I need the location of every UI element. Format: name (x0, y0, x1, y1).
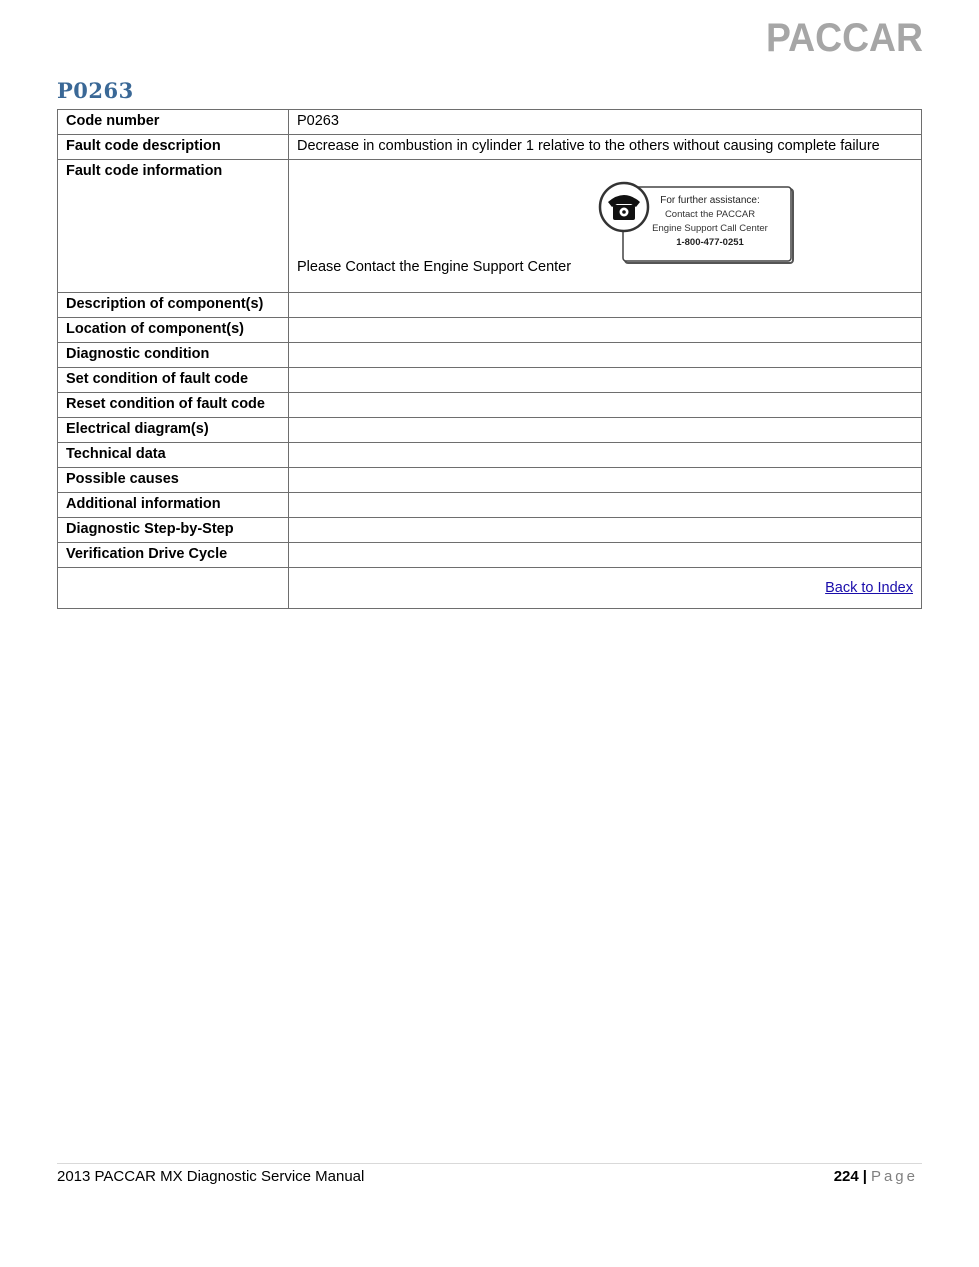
row-label (58, 568, 289, 609)
row-value (289, 393, 922, 418)
row-value (289, 543, 922, 568)
row-value (289, 418, 922, 443)
back-to-index-link[interactable]: Back to Index (825, 580, 913, 596)
support-line-2: Contact the PACCAR (664, 209, 756, 220)
back-link-cell (289, 568, 922, 609)
row-label: Additional information (58, 493, 289, 518)
table-row (58, 343, 922, 368)
row-label: Verification Drive Cycle (58, 543, 289, 568)
table-row (58, 443, 922, 468)
table-row (58, 518, 922, 543)
row-label: Set condition of fault code (58, 368, 289, 393)
paccar-logo (766, 18, 924, 56)
support-center-graphic (598, 180, 798, 266)
row-value (289, 468, 922, 493)
row-label: Fault code description (58, 135, 289, 160)
page-number: 224 (833, 1168, 859, 1185)
row-value (289, 343, 922, 368)
table-row (58, 393, 922, 418)
table-row (58, 293, 922, 318)
footer-page-info (834, 1168, 918, 1185)
row-label: Fault code information (58, 160, 289, 293)
fault-information-cell (289, 160, 922, 293)
row-label: Code number (58, 110, 289, 135)
row-label: Diagnostic Step-by-Step (58, 518, 289, 543)
row-value (289, 293, 922, 318)
row-value (289, 368, 922, 393)
row-label: Diagnostic condition (58, 343, 289, 368)
fault-information-value: Please Contact the Engine Support Center (297, 259, 572, 275)
row-label: Electrical diagram(s) (58, 418, 289, 443)
table-row (58, 368, 922, 393)
row-value (289, 443, 922, 468)
footer-manual-title: 2013 PACCAR MX Diagnostic Service Manual (57, 1168, 365, 1185)
row-value (289, 518, 922, 543)
support-line-1: For further assistance: (660, 195, 760, 206)
table-row (58, 110, 922, 135)
row-label: Description of component(s) (58, 293, 289, 318)
table-row (58, 318, 922, 343)
support-line-3: Engine Support Call Center (652, 223, 768, 234)
table-row (58, 135, 922, 160)
table-row (58, 418, 922, 443)
row-label: Reset condition of fault code (58, 393, 289, 418)
table-row (58, 543, 922, 568)
table-row (58, 160, 922, 293)
fault-description-value: Decrease in combustion in cylinder 1 relative to the others without causing complete failure (289, 135, 922, 160)
row-label: Possible causes (58, 468, 289, 493)
page-separator: | (862, 1168, 867, 1185)
row-label: Technical data (58, 443, 289, 468)
footer-divider (57, 1163, 922, 1164)
page-word: Page (870, 1168, 918, 1185)
fault-code-table (57, 109, 922, 609)
table-row (58, 468, 922, 493)
page-title: P0263 (57, 78, 134, 103)
logo-text: PACCAR (766, 18, 924, 56)
row-value (289, 318, 922, 343)
code-number-value: P0263 (289, 110, 922, 135)
table-row (58, 568, 922, 609)
row-label: Location of component(s) (58, 318, 289, 343)
table-row (58, 493, 922, 518)
support-phone: 1-800-477-0251 (676, 237, 744, 248)
row-value (289, 493, 922, 518)
